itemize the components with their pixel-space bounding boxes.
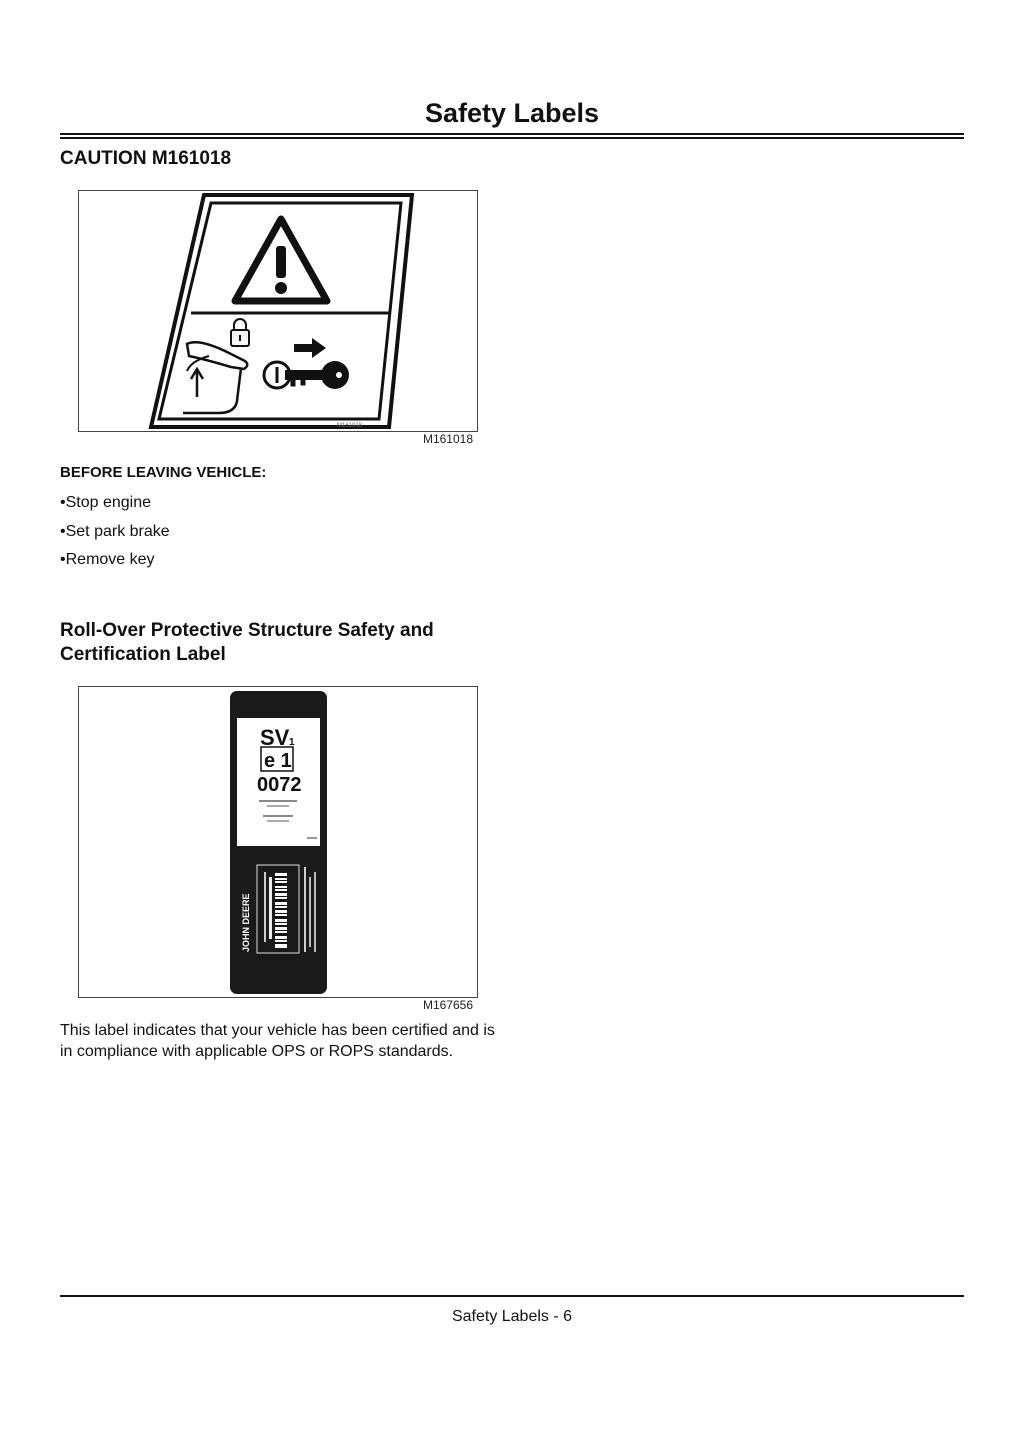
page-title: Safety Labels	[424, 98, 600, 128]
footer-rule	[60, 1295, 964, 1297]
rops-heading-line1: Roll-Over Protective Structure Safety and	[60, 620, 434, 641]
page-footer: Safety Labels - 6	[451, 1308, 573, 1325]
sv-mark-text: SV	[260, 725, 290, 750]
rops-heading	[60, 619, 434, 667]
title-rule-top	[60, 133, 964, 135]
e-mark-text: e 1	[264, 750, 292, 772]
label-code-text: M161018	[337, 423, 363, 429]
rops-description: This label indicates that your vehicle has been certified and is in compliance with applicable OPS or ROPS standards.	[60, 1022, 495, 1060]
john-deere-brand-text: JOHN DEERE	[241, 893, 251, 952]
caution-label-illustration	[79, 191, 477, 431]
caution-figure-caption: M161018	[422, 432, 473, 446]
caution-label-figure	[78, 190, 478, 432]
rops-heading-line2: Certification Label	[60, 644, 226, 665]
rops-figure-caption: M167656	[422, 998, 473, 1012]
caution-bullet-list	[60, 491, 170, 577]
bullet-stop-engine: • Stop engine	[60, 491, 170, 520]
bullet-set-park-brake: • Set park brake	[60, 520, 170, 549]
caution-heading: CAUTION M161018	[60, 148, 232, 169]
sv-subscript-text: 1	[289, 737, 295, 748]
before-leaving-heading: BEFORE LEAVING VEHICLE:	[60, 464, 267, 481]
rops-label-figure	[78, 686, 478, 998]
barcode-icon	[275, 873, 287, 948]
title-rule-bottom	[60, 137, 964, 139]
cert-number-text: 0072	[257, 774, 302, 796]
bullet-remove-key: • Remove key	[60, 548, 170, 577]
rops-label-illustration	[79, 687, 477, 997]
